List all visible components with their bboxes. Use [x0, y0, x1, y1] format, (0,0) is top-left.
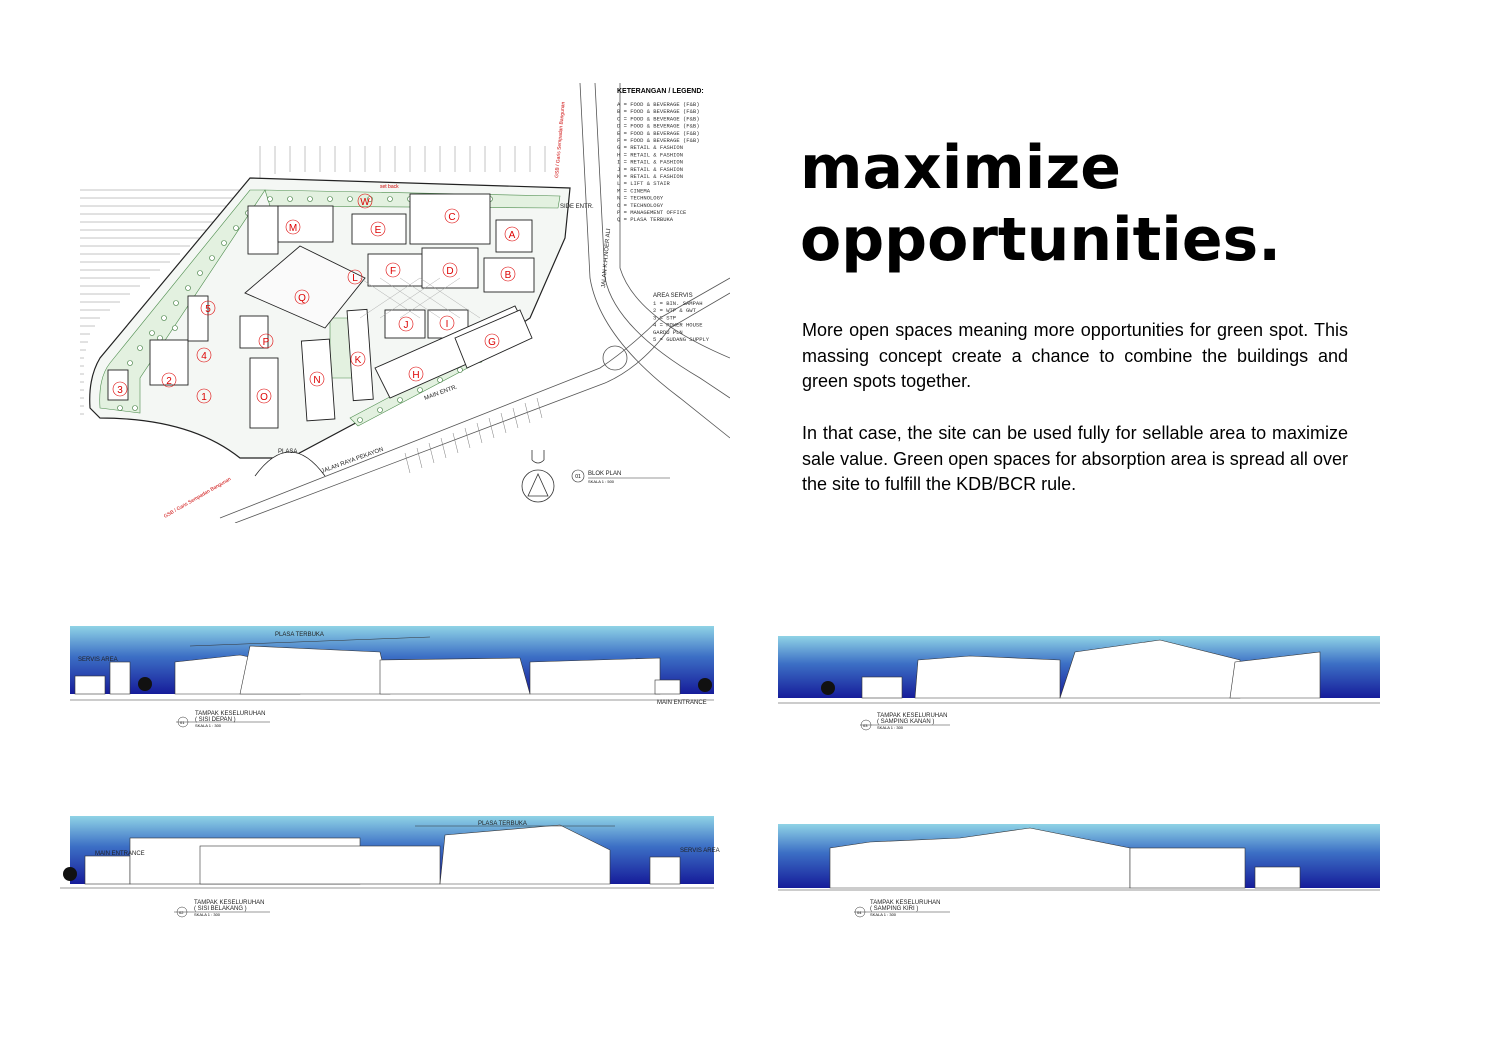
- elev-02-subtitle: ( SISI BELAKANG ): [194, 906, 247, 912]
- svg-text:01: 01: [575, 474, 581, 480]
- elev-03-scale: SKALA 1 : 300: [877, 725, 904, 730]
- unit-label-h: H: [412, 370, 420, 381]
- plaza-label: PLASA: [278, 449, 298, 455]
- unit-label-k: K: [354, 355, 362, 366]
- unit-label-n: N: [313, 375, 321, 386]
- service-item: 1 = BIN. SAMPAH: [653, 300, 703, 307]
- legend-item: M = CINEMA: [617, 187, 651, 195]
- side-entry-label: SIDE ENTR.: [560, 204, 594, 210]
- elev-01-right-label: MAIN ENTRANCE: [657, 700, 707, 706]
- elev-04-title: TAMPAK KESELURUHAN: [870, 900, 941, 906]
- unit-label-a: A: [508, 230, 516, 241]
- service-item: 2 = WTP & GWT: [653, 307, 696, 315]
- elevation-left-side: [778, 824, 1380, 917]
- legend-item: D = FOOD & BEVERAGE (F&B): [617, 122, 700, 130]
- unit-label-i: I: [445, 319, 449, 330]
- legend-item: J = RETAIL & FASHION: [617, 165, 684, 173]
- svg-text:BLOK PLAN: BLOK PLAN: [588, 471, 622, 477]
- title-line-2: opportunities.: [800, 205, 1282, 275]
- elev-04-scale: SKALA 1 : 300: [870, 912, 897, 917]
- legend-title: KETERANGAN / LEGEND:: [617, 88, 704, 95]
- elev-02-title: TAMPAK KESELURUHAN: [194, 900, 265, 906]
- gsb-label-top: GSB / Garis Sempadan Bangunan: [554, 101, 567, 179]
- setback-label: set back: [380, 184, 399, 190]
- legend-item: B = FOOD & BEVERAGE (F&B): [617, 108, 700, 116]
- unit-label-1: 1: [201, 392, 207, 403]
- gsb-label-bottom: GSB / Garis Sempadan Bangunan: [163, 476, 233, 520]
- elev-02-left-label: MAIN ENTRANCE: [95, 851, 145, 857]
- elev-01-title: TAMPAK KESELURUHAN: [195, 711, 266, 717]
- unit-label-j: J: [403, 320, 409, 331]
- legend-item: A = FOOD & BEVERAGE (F&B): [617, 101, 700, 108]
- title-line-1: maximize: [800, 133, 1121, 203]
- svg-text:SKALA 1 : 500: SKALA 1 : 500: [588, 479, 615, 484]
- unit-label-c: C: [448, 212, 456, 223]
- unit-label-o: O: [260, 392, 268, 403]
- legend-item: O = TECHNOLOGY: [617, 201, 664, 209]
- unit-label-l: L: [352, 273, 358, 284]
- unit-label-5: 5: [205, 304, 211, 315]
- legend-item: H = RETAIL & FASHION: [617, 151, 684, 159]
- legend-item: E = FOOD & BEVERAGE (F&B): [617, 129, 700, 137]
- elevation-right-side: [778, 636, 1380, 730]
- unit-label-m: M: [288, 223, 298, 234]
- elev-02-right-label: SERVIS AREA: [680, 848, 720, 854]
- road-side-label: JALAN K.H.NOER ALI: [601, 228, 613, 289]
- unit-label-d: D: [446, 266, 454, 277]
- paragraph-2: In that case, the site can be used fully for sellable area to maximize sale value. Green open spaces for absorption area is spread all over the site to fulfill the KDB/BCR rule.: [802, 423, 1348, 494]
- legend-item: Q = PLASA TERBUKA: [617, 216, 674, 224]
- paragraph-1: More open spaces meaning more opportunities for green spot. This massing concept create a chance to combine the buildings and green spots together.: [802, 320, 1348, 391]
- unit-label-3: 3: [117, 385, 123, 396]
- legend-item: F = FOOD & BEVERAGE (F&B): [617, 137, 700, 144]
- service-item: 4 = POWER HOUSE: [653, 321, 703, 329]
- svg-text:04: 04: [857, 910, 862, 915]
- unit-label-2: 2: [166, 376, 172, 387]
- unit-label-4: 4: [201, 351, 207, 362]
- legend-item: N = TECHNOLOGY: [617, 194, 664, 202]
- service-item: 3 = STP: [653, 314, 677, 322]
- service-title: AREA SERVIS: [653, 293, 693, 299]
- elev-01-scale: SKALA 1 : 300: [195, 723, 222, 728]
- legend-item: C = FOOD & BEVERAGE (F&B): [617, 115, 700, 123]
- road-main-label: JALAN RAYA PEKAYON: [320, 446, 385, 475]
- svg-text:03: 03: [863, 723, 868, 728]
- unit-label-b: B: [504, 270, 512, 281]
- legend-item: I = RETAIL & FASHION: [617, 158, 684, 166]
- elev-03-subtitle: ( SAMPING KANAN ): [877, 719, 935, 725]
- unit-label-p: P: [262, 337, 270, 348]
- elev-02-top-label: PLASA TERBUKA: [478, 821, 527, 827]
- legend-item: P = MANAGEMENT OFFICE: [617, 209, 687, 216]
- svg-text:01: 01: [180, 720, 185, 725]
- unit-label-g: G: [488, 337, 496, 348]
- unit-label-f: F: [389, 266, 397, 277]
- legend-item: G = RETAIL & FASHION: [617, 144, 684, 152]
- legend-item: L = LIFT & STAIR: [617, 180, 670, 188]
- unit-label-w: W: [360, 197, 370, 208]
- main-entry-label: MAIN ENTR.: [423, 384, 459, 402]
- elev-02-scale: SKALA 1 : 300: [194, 912, 221, 917]
- legend-item: K = RETAIL & FASHION: [617, 173, 684, 180]
- svg-text:02: 02: [179, 910, 184, 915]
- elev-03-title: TAMPAK KESELURUHAN: [877, 713, 948, 719]
- elevation-back: [60, 816, 720, 917]
- unit-label-e: E: [374, 225, 382, 236]
- elevation-front: [70, 626, 714, 728]
- service-item: GARDU PLN: [653, 328, 683, 336]
- service-item: 5 = GUDANG SUPPLY: [653, 336, 710, 343]
- elev-01-subtitle: ( SISI DEPAN ): [195, 717, 236, 723]
- elev-04-subtitle: ( SAMPING KIRI ): [870, 906, 919, 912]
- unit-label-q: Q: [298, 293, 306, 304]
- elev-01-left-label: SERVIS AREA: [78, 657, 118, 663]
- elev-01-top-label: PLASA TERBUKA: [275, 632, 324, 638]
